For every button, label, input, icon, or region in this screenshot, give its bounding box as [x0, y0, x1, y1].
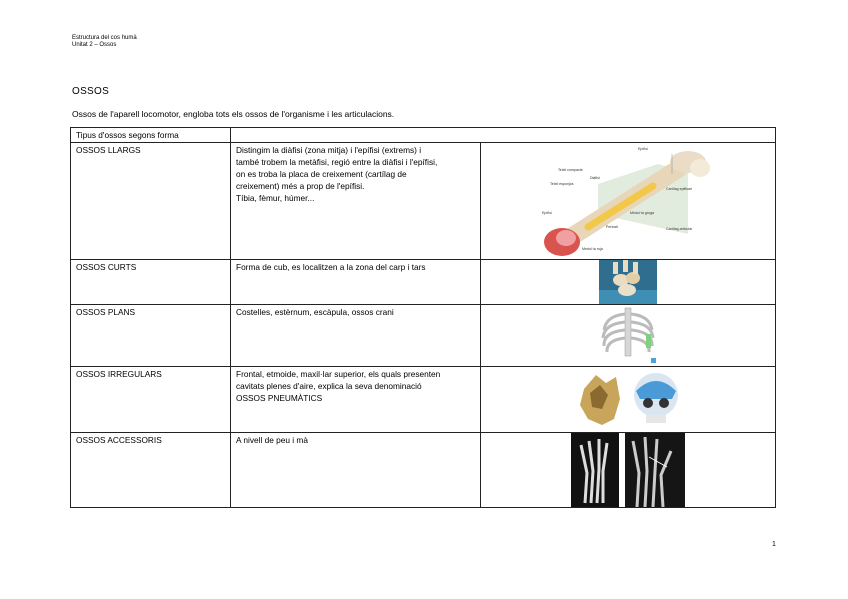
- label-medulla-groga: Medul·la groga: [630, 210, 654, 215]
- long-bone-diagram-cell: [481, 143, 776, 260]
- table-row: [71, 433, 776, 508]
- header-course: Estructura del cos humà: [72, 35, 137, 41]
- intro-paragraph: Ossos de l'aparell locomotor, engloba tots els ossos de l'organisme i les articulacions.: [72, 109, 395, 119]
- long-bone-diagram: [538, 144, 718, 259]
- bone-type-cell: OSSOS IRREGULARS: [71, 367, 231, 433]
- label-epifisi-top: Epífisi: [638, 146, 648, 151]
- page-title: OSSOS: [72, 86, 110, 97]
- hand-carpal-bones-image: [599, 260, 657, 304]
- table-row: [71, 143, 776, 260]
- label-epifisi-bottom: Epífisi: [542, 210, 552, 215]
- table-row: [71, 260, 776, 305]
- label-cartilag-articular: Cartílag articular: [666, 226, 693, 231]
- bone-description-cell: Frontal, etmoide, maxil·lar superior, els quals presenten cavitats plenes d'aire, explica la seva denominació OSSOS PNEUMÀTICS: [231, 367, 481, 433]
- ethmoid-and-skull-image: [576, 369, 680, 431]
- foot-and-hand-xray-image: [571, 433, 685, 507]
- bone-type-cell: OSSOS PLANS: [71, 305, 231, 367]
- short-bone-image-cell: [481, 260, 776, 305]
- label-medulla-roja: Medul·la roja: [582, 246, 603, 251]
- table-row: [71, 305, 776, 367]
- document-header: [72, 35, 137, 49]
- label-periosti: Periosti: [606, 224, 618, 229]
- bone-description-cell: Costelles, estèrnum, escàpula, ossos crani: [231, 305, 481, 367]
- bone-type-cell: OSSOS LLARGS: [71, 143, 231, 260]
- label-teixit-esponjos: Teixit esponjós: [550, 181, 574, 186]
- header-unit: Unitat 2 – Ossos: [72, 42, 117, 48]
- accessory-bone-image-cell: [481, 433, 776, 508]
- flat-bone-image-cell: [481, 305, 776, 367]
- table-row: [71, 367, 776, 433]
- bone-description-cell: Forma de cub, es localitzen a la zona del carp i tars: [231, 260, 481, 305]
- table-header-cell: Tipus d'ossos segons forma: [71, 128, 231, 143]
- irregular-bone-image-cell: [481, 367, 776, 433]
- label-teixit-compacte: Teixit compacte: [558, 167, 583, 172]
- bone-type-cell: OSSOS ACCESSORIS: [71, 433, 231, 508]
- label-diafisi: Diàfisi: [590, 175, 600, 180]
- bone-type-cell: OSSOS CURTS: [71, 260, 231, 305]
- ribcage-image: [598, 306, 658, 366]
- label-cartilag-epifisari: Cartílag epifisari: [666, 186, 692, 191]
- bone-description-cell: A nivell de peu i mà: [231, 433, 481, 508]
- bone-types-table: [70, 127, 776, 508]
- bone-description-cell: Distingim la diàfisi (zona mitja) i l'epífisi (extrems) i també trobem la metàfisi, regió entre la diàfisi i l'epífisi, on es troba la placa de creixement (cartílag de creixement) més a prop de l'epífisi. Tíbia, fèmur, húmer...: [231, 143, 481, 260]
- page-number: 1: [772, 541, 776, 548]
- table-header-row: [71, 128, 776, 143]
